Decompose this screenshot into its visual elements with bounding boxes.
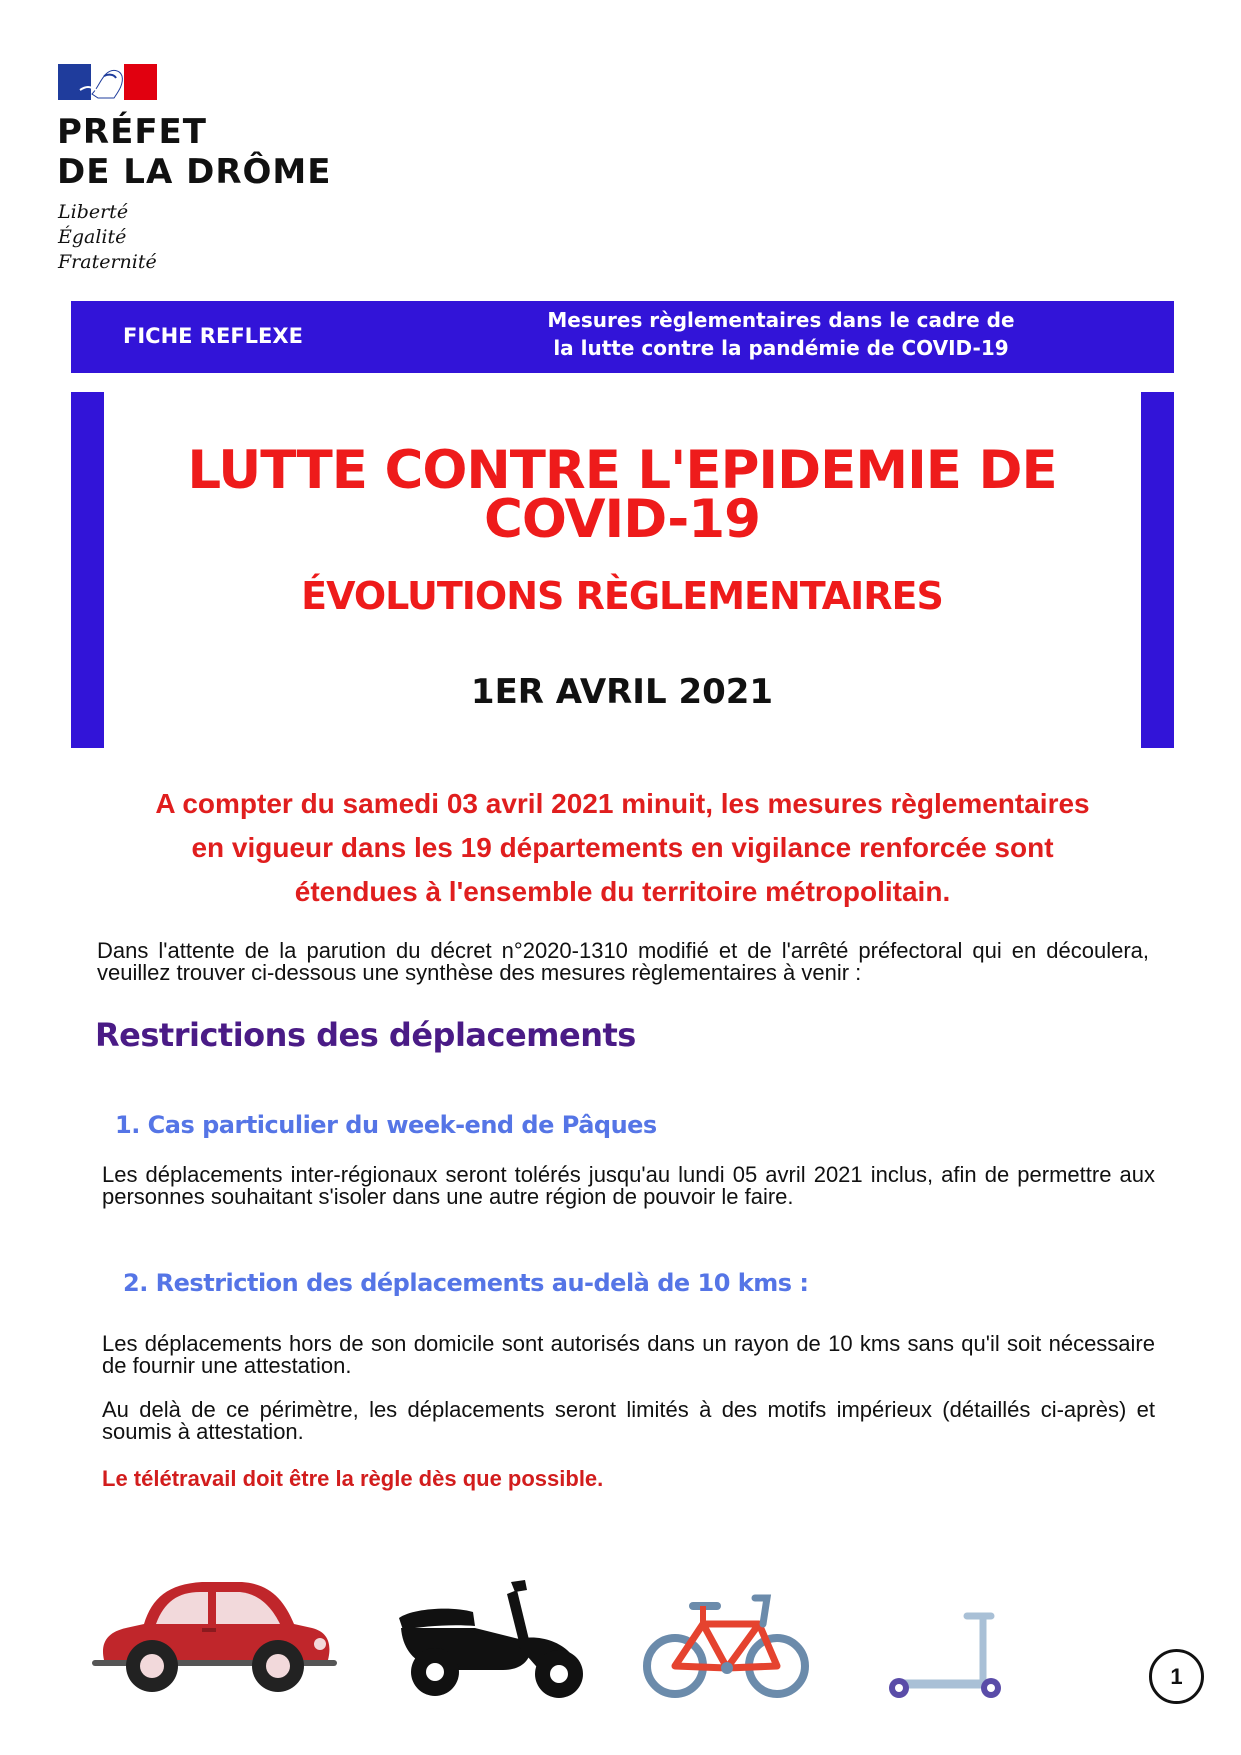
banner-description-line-2: la lutte contre la pandémie de COVID-19: [553, 336, 1009, 360]
title-frame-right-bar: [1141, 392, 1174, 748]
alert-line-2: en vigueur dans les 19 départements en vigilance renforcée sont: [191, 832, 1054, 863]
motto-egalite: Égalité: [58, 226, 127, 248]
banner-description: [461, 306, 1101, 362]
banner-label: FICHE REFLEXE: [123, 324, 303, 348]
fiche-banner: [71, 301, 1174, 373]
subtitle: ÉVOLUTIONS RÈGLEMENTAIRES: [301, 574, 943, 618]
car-icon: [92, 1568, 337, 1696]
main-title: [120, 440, 1124, 550]
kick-scooter-icon: [883, 1610, 1013, 1702]
marianne-flag-icon: [58, 64, 157, 100]
subsection-1-heading: 1. Cas particulier du week-end de Pâques: [115, 1111, 657, 1139]
prefecture-line-2: DE LA DRÔME: [57, 152, 332, 192]
main-title-line-2: COVID-19: [484, 489, 760, 550]
main-title-line-1: LUTTE CONTRE L'EPIDEMIE DE: [187, 440, 1057, 501]
intro-paragraph: Dans l'attente de la parution du décret n°2020-1310 modifié et de l'arrêté préfectoral qui en découlera, veuillez trouver ci-dessous une synthèse des mesures règlementaires à venir :: [97, 938, 1149, 985]
telework-highlight: Le télétravail doit être la règle dès que possible.: [102, 1466, 604, 1491]
title-frame-left-bar: [71, 392, 104, 748]
republic-motto: [58, 200, 157, 275]
alert-announcement: [80, 782, 1165, 914]
page-number: 1: [1149, 1649, 1204, 1704]
banner-description-line-1: Mesures règlementaires dans le cadre de: [547, 308, 1015, 332]
prefecture-line-1: PRÉFET: [57, 112, 207, 152]
alert-line-3: étendues à l'ensemble du territoire métropolitain.: [294, 876, 951, 907]
alert-line-1: A compter du samedi 03 avril 2021 minuit, les mesures règlementaires: [155, 788, 1090, 819]
document-date: 1ER AVRIL 2021: [470, 672, 774, 712]
motto-liberte: Liberté: [58, 201, 129, 223]
section-heading: Restrictions des déplacements: [95, 1016, 636, 1054]
prefecture-name: [57, 112, 331, 192]
motto-fraternite: Fraternité: [58, 251, 157, 273]
subsection-2-text-1: Les déplacements hors de son domicile sont autorisés dans un rayon de 10 kms sans qu'il soit nécessaire de fournir une attestation.: [102, 1331, 1155, 1378]
subsection-1-text: Les déplacements inter-régionaux seront tolérés jusqu'au lundi 05 avril 2021 inclus, afin de permettre aux personnes souhaitant s'isoler dans une autre région de pouvoir le faire.: [102, 1162, 1155, 1209]
subsection-2-heading: 2. Restriction des déplacements au-delà de 10 kms :: [123, 1269, 809, 1297]
bicycle-icon: [641, 1592, 811, 1702]
scooter-icon: [393, 1578, 593, 1700]
subsection-2-text-2: Au delà de ce périmètre, les déplacements seront limités à des motifs impérieux (détaillés ci-après) et soumis à attestation.: [102, 1397, 1155, 1444]
